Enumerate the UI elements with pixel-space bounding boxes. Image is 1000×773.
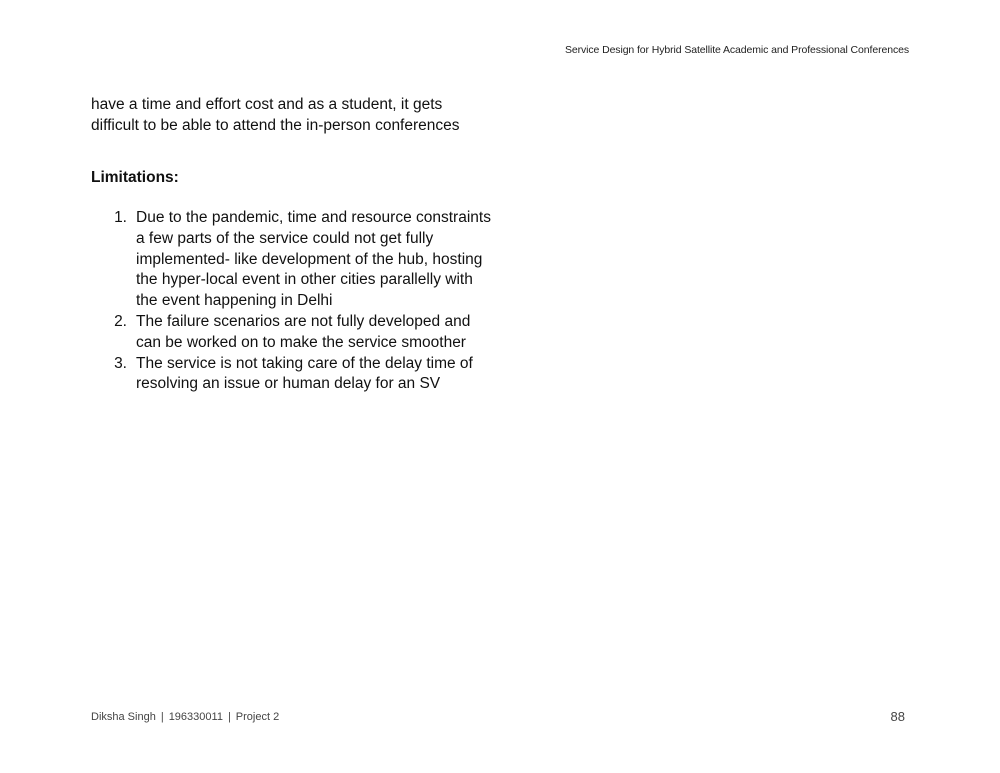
footer-project: Project 2	[235, 711, 280, 723]
list-item-text: The service is not taking care of the delay time of resolving an issue or human delay for an SV	[136, 354, 473, 393]
list-item-number: 3.	[114, 354, 127, 372]
footer-author: Diksha Singh	[91, 711, 156, 723]
list-item	[91, 208, 491, 312]
limitations-heading: Limitations:	[91, 169, 179, 186]
limitations-list	[91, 208, 491, 395]
footer-separator: |	[227, 711, 231, 723]
footer-roll-number: 196330011	[168, 711, 223, 723]
footer-separator: |	[160, 711, 164, 723]
list-item-text: Due to the pandemic, time and resource constraints a few parts of the service could not get fully implemented- like development of the hub, hosting the hyper-local event in other cities parallelly with the event happening in Delhi	[136, 209, 491, 310]
list-item	[91, 312, 491, 354]
list-item	[91, 354, 491, 396]
list-item-text: The failure scenarios are not fully developed and can be worked on to make the service smoother	[136, 312, 471, 351]
page-content	[91, 94, 491, 395]
list-item-number: 1.	[114, 209, 127, 226]
list-item-number: 2.	[114, 312, 127, 330]
intro-paragraph: have a time and effort cost and as a student, it gets difficult to be able to attend the in-person conferences	[91, 96, 460, 134]
footer	[91, 711, 279, 723]
page-number: 88	[890, 709, 905, 724]
running-header-title: Service Design for Hybrid Satellite Academic and Professional Conferences	[564, 44, 909, 56]
